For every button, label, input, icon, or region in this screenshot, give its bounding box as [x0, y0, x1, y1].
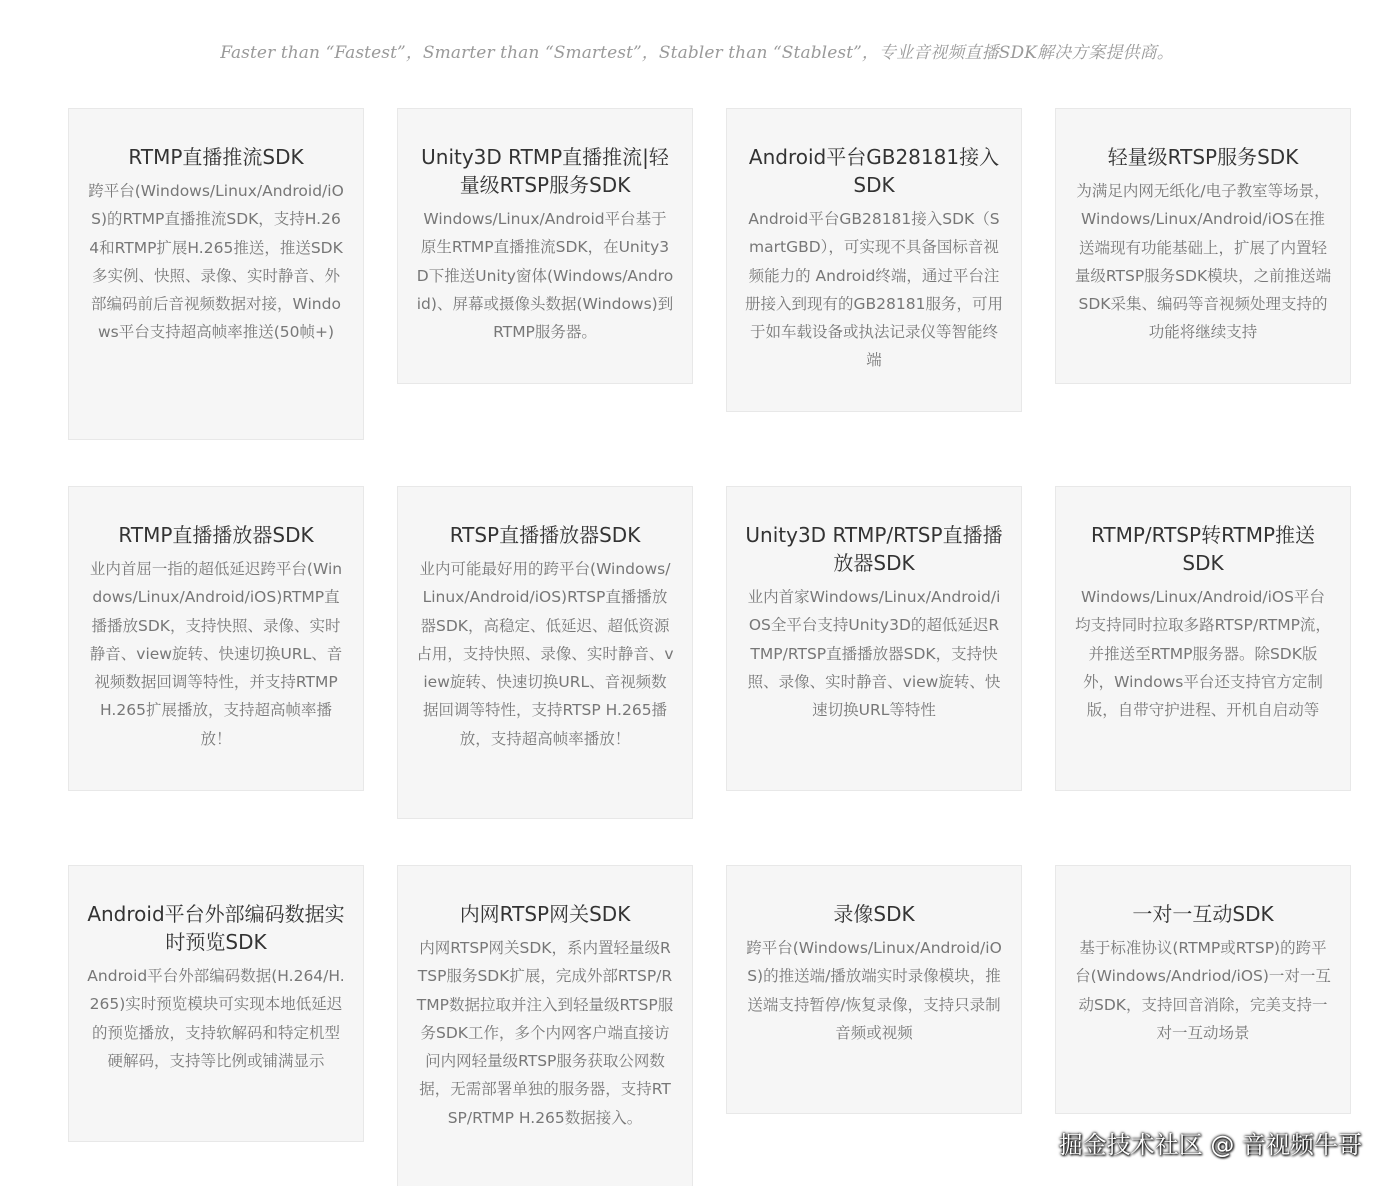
card-description: 内网RTSP网关SDK，系内置轻量级RTSP服务SDK扩展，完成外部RTSP/RTMP数据拉取并注入到轻量级RTSP服务SDK工作，多个内网客户端直接访问内网轻量级RTSP服务获取公网数据，无需部署单独的服务器，支持RTSP/RTMP H.265数据接入。 [416, 939, 674, 1127]
card-description: Android平台GB28181接入SDK（SmartGBD），可实现不具备国标音视频能力的 Android终端，通过平台注册接入到现有的GB28181服务，可用于如车载设备或执法记录仪等智能终端 [745, 210, 1003, 370]
card-title: 轻量级RTSP服务SDK [1107, 145, 1299, 169]
card-title: RTMP直播播放器SDK [118, 523, 314, 547]
card-description: 业内首家Windows/Linux/Android/iOS全平台支持Unity3D的超低延迟RTMP/RTSP直播播放器SDK，支持快照、录像、实时静音、view旋转、快速切换URL等特性 [747, 588, 1001, 720]
product-card-one-to-one[interactable] [1055, 865, 1351, 1114]
watermark-text: 掘金技术社区 @ 音视频牛哥 [1058, 1131, 1362, 1159]
product-card-rtmp-push[interactable] [68, 108, 364, 440]
card-title: Android平台外部编码数据实时预览SDK [87, 902, 345, 954]
card-description: 跨平台(Windows/Linux/Android/iOS)的RTMP直播推流SDK，支持H.264和RTMP扩展H.265推送，推送SDK多实例、快照、录像、实时静音、外部编码前后音视频数据对接，Windows平台支持超高帧率推送(50帧+) [88, 182, 344, 342]
card-description: Windows/Linux/Android平台基于原生RTMP直播推流SDK，在Unity3D下推送Unity窗体(Windows/Android)、屏幕或摄像头数据(Windows)到RTMP服务器。 [416, 210, 674, 342]
card-description: 跨平台(Windows/Linux/Android/iOS)的推送端/播放端实时录像模块，推送端支持暂停/恢复录像，支持只录制音频或视频 [746, 939, 1002, 1042]
card-description: Windows/Linux/Android/iOS平台均支持同时拉取多路RTSP/RTMP流，并推送至RTMP服务器。除SDK版外，Windows平台还支持官方定制版，自带守护进程、开机自启动等 [1075, 588, 1331, 720]
card-title: Unity3D RTMP直播推流|轻量级RTSP服务SDK [421, 145, 669, 197]
product-card-rtsp-player[interactable] [397, 486, 693, 819]
card-title: RTSP直播播放器SDK [449, 523, 641, 547]
card-description: 为满足内网无纸化/电子教室等场景，Windows/Linux/Android/iOS在推送端现有功能基础上，扩展了内置轻量级RTSP服务SDK模块，之前推送端SDK采集、编码等音视频处理支持的功能将继续支持 [1074, 182, 1332, 342]
card-title: 一对一互动SDK [1132, 902, 1274, 926]
card-title: Unity3D RTMP/RTSP直播播放器SDK [745, 523, 1003, 575]
product-card-android-external-preview[interactable] [68, 865, 364, 1142]
card-title: 内网RTSP网关SDK [459, 902, 631, 926]
product-card-intranet-rtsp-gateway[interactable] [397, 865, 693, 1186]
product-card-rtmp-player[interactable] [68, 486, 364, 791]
card-description: 业内首屈一指的超低延迟跨平台(Windows/Linux/Android/iOS)RTMP直播播放SDK，支持快照、录像、实时静音、view旋转、快速切换URL、音视频数据回调等特性，并支持RTMP H.265扩展播放，支持超高帧率播放！ [89, 560, 343, 748]
product-card-rtmp-rtsp-relay[interactable] [1055, 486, 1351, 791]
product-card-recorder[interactable] [726, 865, 1022, 1114]
product-card-unity3d-rtmp-push[interactable] [397, 108, 693, 384]
product-card-lightweight-rtsp-server[interactable] [1055, 108, 1351, 384]
card-description: Android平台外部编码数据(H.264/H.265)实时预览模块可实现本地低延迟的预览播放，支持软解码和特定机型硬解码，支持等比例或铺满显示 [87, 967, 345, 1070]
card-title: RTMP/RTSP转RTMP推送SDK [1090, 523, 1316, 575]
card-description: 基于标准协议(RTMP或RTSP)的跨平台(Windows/Andriod/iOS)一对一互动SDK，支持回音消除，完美支持一对一互动场景 [1075, 939, 1331, 1042]
product-card-unity3d-player[interactable] [726, 486, 1022, 791]
product-card-android-gb28181[interactable] [726, 108, 1022, 412]
card-title: Android平台GB28181接入SDK [748, 145, 1000, 197]
card-title: 录像SDK [833, 902, 915, 926]
page-tagline: Faster than “Fastest”，Smarter than “Smartest”，Stabler than “Stablest”，专业音视频直播SDK解决方案提供商。 [220, 43, 1174, 63]
card-description: 业内可能最好用的跨平台(Windows/Linux/Android/iOS)RTSP直播播放器SDK，高稳定、低延迟、超低资源占用，支持快照、录像、实时静音、view旋转、快速切换URL、音视频数据回调等特性，支持RTSP H.265播放，支持超高帧率播放！ [416, 560, 674, 748]
card-title: RTMP直播推流SDK [128, 145, 304, 169]
